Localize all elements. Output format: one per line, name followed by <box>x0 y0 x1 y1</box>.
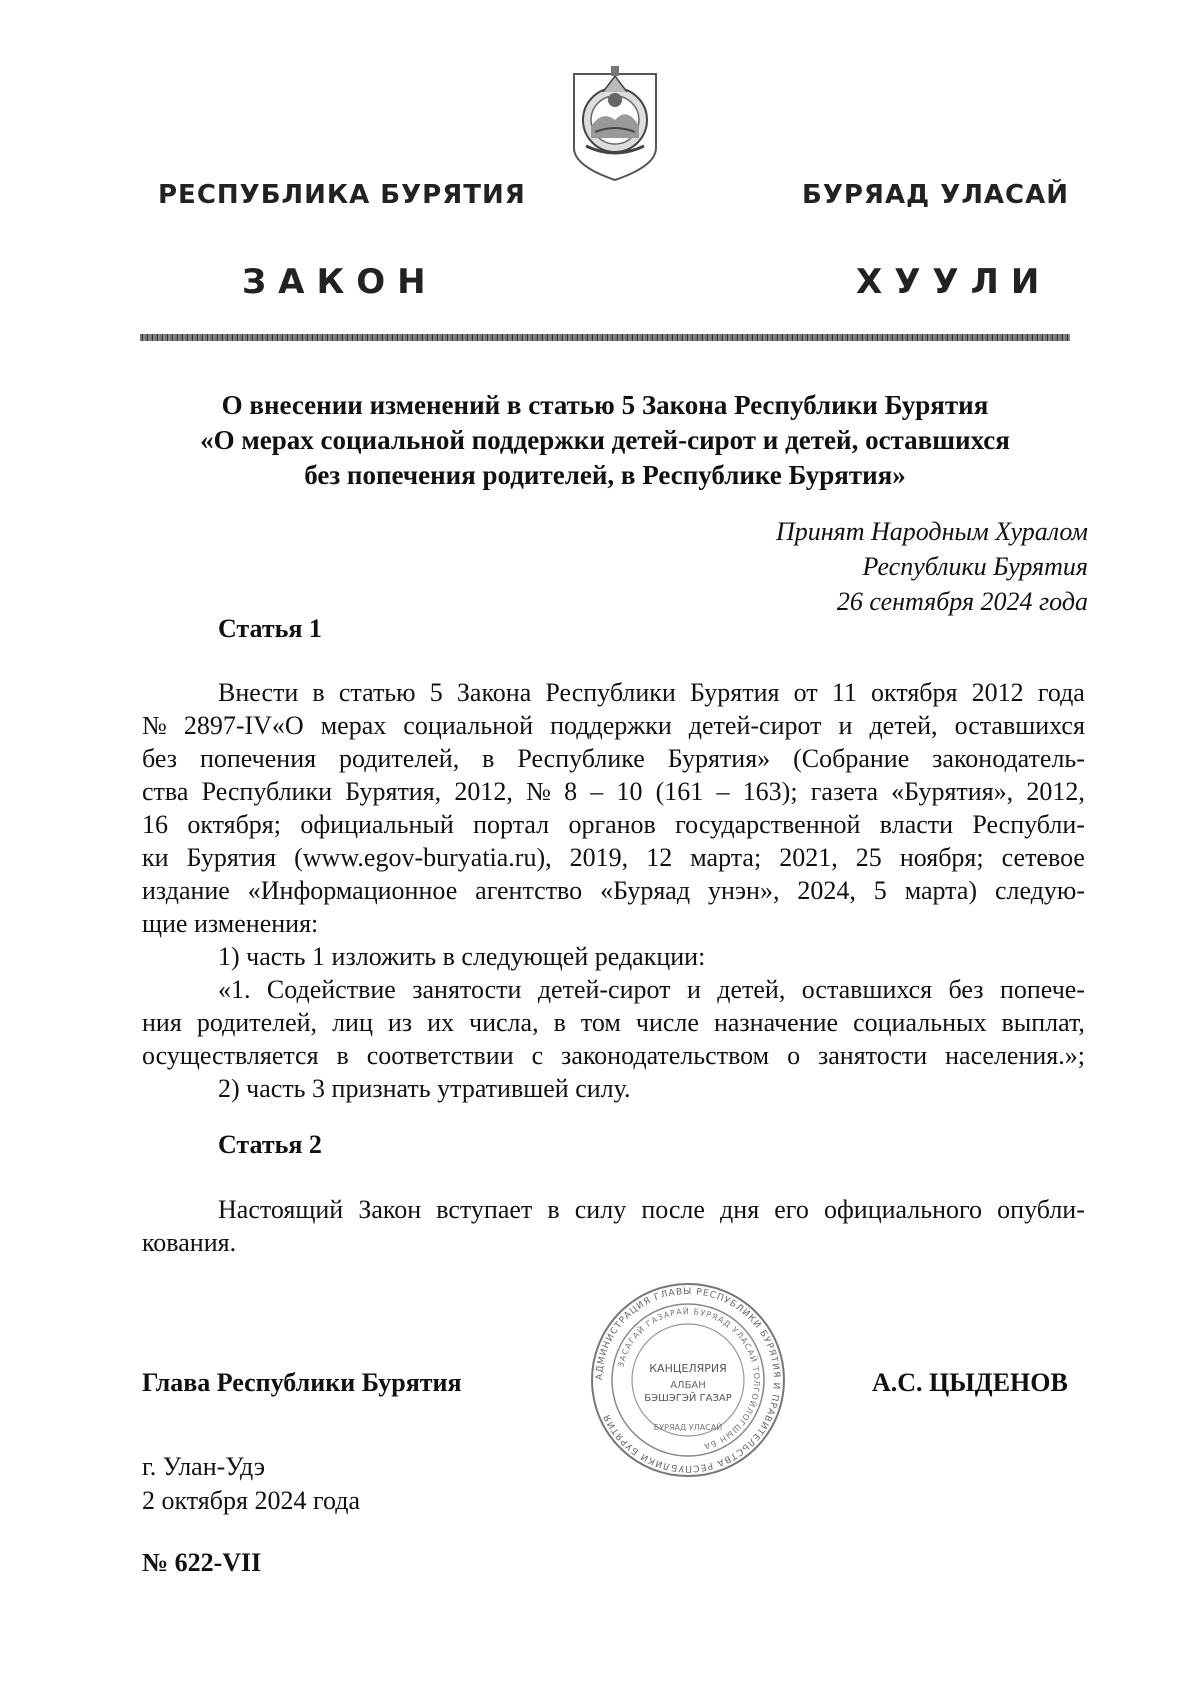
article-line: 1) часть 1 изложить в следующей редакции: <box>218 942 706 971</box>
seal-center-line: БЭШЭГЭЙ ГАЗАР <box>644 1393 732 1404</box>
official-seal-icon <box>588 1280 788 1480</box>
city: г. Улан-Удэ <box>142 1452 266 1481</box>
place-and-date <box>142 1450 360 1518</box>
signatory-name: А.С. ЦЫДЕНОВ <box>872 1368 1068 1397</box>
signatory-position: Глава Республики Бурятия <box>142 1368 462 1397</box>
document-type-buryat: ХУУЛИ <box>856 262 1052 302</box>
seal-center-line: АЛБАН <box>670 1380 706 1391</box>
article-line: Внести в статью 5 Закона Республики Бурятия от 11 октября 2012 года <box>218 678 1085 707</box>
republic-name-russian: РЕСПУБЛИКА БУРЯТИЯ <box>158 180 526 210</box>
adoption-date: 26 сентября 2024 года <box>836 587 1088 616</box>
law-title <box>140 388 1070 493</box>
article-2-text <box>142 1193 1085 1259</box>
article-line: ния родителей, лиц из их числа, в том числе назначение социальных выплат, <box>142 1008 1085 1037</box>
coat-of-arms-icon <box>570 56 660 184</box>
law-number: № 622-VII <box>142 1548 262 1577</box>
article-line: Настоящий Закон вступает в силу после дня его официального опубли- <box>218 1195 1085 1224</box>
seal-center-line: КАНЦЕЛЯРИЯ <box>649 1362 727 1375</box>
adoption-line: Принят Народным Хуралом <box>775 517 1088 546</box>
article-line: 16 октября; официальный портал органов государственной власти Республи- <box>142 810 1085 839</box>
seal-outer-text: АДМИНИСТРАЦИЯ ГЛАВЫ РЕСПУБЛИКИ БУРЯТИЯ И ПРАВИТЕЛЬСТВА РЕСПУБЛИКИ БУРЯТИЯ <box>594 1286 782 1474</box>
article-line: кования. <box>142 1228 237 1257</box>
adoption-note <box>776 514 1088 619</box>
article-line: издание «Информационное агентство «Буряад унэн», 2024, 5 марта) следую- <box>142 876 1085 905</box>
seal-bottom-text: БУРЯАД УЛАСАЙ <box>653 1423 723 1432</box>
title-line: без попечения родителей, в Республике Бурятия» <box>304 460 906 490</box>
seal-inner-text: ЗАСАГАЙ ГАЗАРАЙ БУРЯАД УЛАСАЙ ТОЛГОЙЛОГШЫН БА <box>616 1306 762 1452</box>
adoption-line: Республики Бурятия <box>862 552 1088 581</box>
article-line: ки Бурятия (www.egov-buryatia.ru), 2019, 12 марта; 2021, 25 ноября; сетевое <box>142 843 1085 872</box>
article-line: ства Республики Бурятия, 2012, № 8 – 10 (161 – 163); газета «Бурятия», 2012, <box>142 777 1085 806</box>
article-line: 2) часть 3 признать утратившей силу. <box>218 1074 631 1103</box>
article-1-heading: Статья 1 <box>218 614 322 643</box>
article-line: без попечения родителей, в Республике Бурятия» (Собрание законодатель- <box>142 744 1085 773</box>
signing-date: 2 октября 2024 года <box>142 1486 360 1515</box>
title-line: «О мерах социальной поддержки детей-сирот и детей, оставшихся <box>200 425 1010 455</box>
article-2-heading: Статья 2 <box>218 1130 322 1159</box>
title-line: О внесении изменений в статью 5 Закона Республики Бурятия <box>221 390 989 420</box>
article-line: № 2897-IV«О мерах социальной поддержки детей-сирот и детей, оставшихся <box>142 711 1085 740</box>
article-line: «1. Содействие занятости детей-сирот и детей, оставшихся без попече- <box>218 975 1085 1004</box>
article-line: осуществляется в соответствии с законодательством о занятости населения.»; <box>142 1041 1085 1070</box>
article-line: щие изменения: <box>142 909 319 938</box>
article-1-text <box>142 676 1085 1105</box>
republic-name-buryat: БУРЯАД УЛАСАЙ <box>802 180 1069 210</box>
header-divider <box>140 334 1070 341</box>
document-type-russian: ЗАКОН <box>242 262 438 302</box>
